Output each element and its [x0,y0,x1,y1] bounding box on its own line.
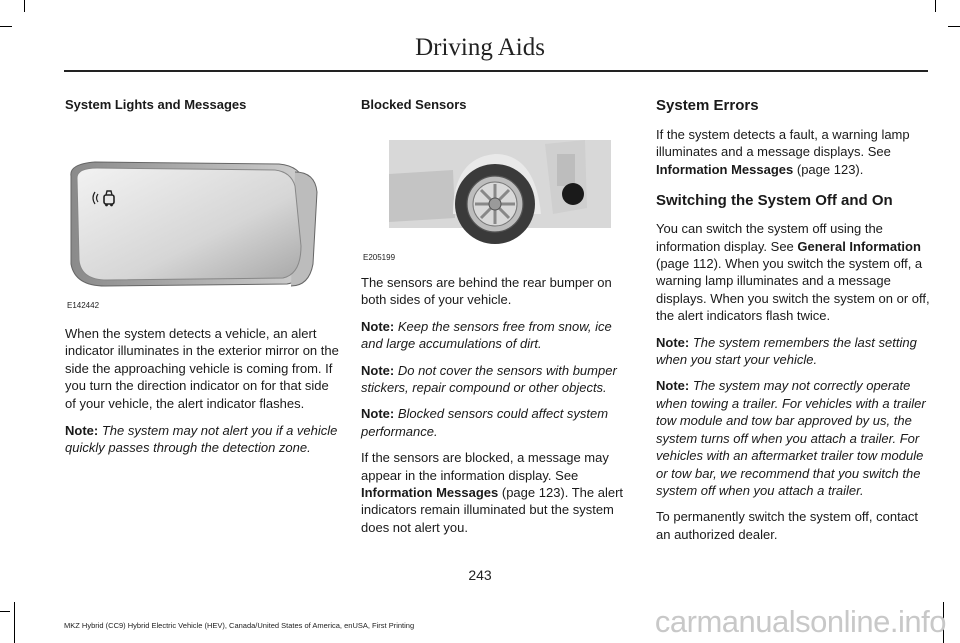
note-paragraph [656,377,930,499]
mirror-illustration [65,114,339,318]
watermark: carmanualsonline.info [654,604,946,639]
note-text: Blocked sensors could affect system performance. [361,406,609,439]
crop-mark [14,602,15,643]
note-paragraph [656,334,930,369]
crop-mark [0,26,12,27]
note-text: The system may not correctly operate when towing a trailer. For vehicles with a trailer tow module and tow bar approved by us, the system turns off when you attach a trailer. For vehicles with an aftermarket trailer tow module or tow bar, we recommend that you switch the system off when you attach a trailer. [656,378,926,498]
text-run: (page 112). When you switch the system off, a warning lamp illuminates and a message displays. When you switch the system on or off, the alert indicators flash twice. [656,256,930,324]
note-paragraph [361,318,635,353]
text-run: If the system detects a fault, a warning lamp illuminates and a message displays. See [656,127,910,160]
note-label: Note: [65,423,99,439]
body-paragraph: To permanently switch the system off, contact an authorized dealer. [656,509,919,542]
note-label: Note: [656,334,690,350]
cross-reference-link[interactable]: Information Messages [656,161,794,177]
note-label: Note: [361,318,395,334]
text-run: (page 123). [793,161,864,177]
note-paragraph [361,405,635,440]
figure-code: E142442 [67,301,100,310]
note-text: The system remembers the last setting when you start your vehicle. [656,334,917,368]
column-middle [361,96,635,536]
note-text: Keep the sensors free from snow, ice and large accumulations of dirt. [361,318,612,352]
body-paragraph [361,449,635,536]
text-run: If the sensors are blocked, a message may appear in the information display. See [361,450,609,483]
body-paragraph: The sensors are behind the rear bumper on both sides of your vehicle. [361,275,612,308]
crop-mark [24,0,25,12]
cross-reference-link[interactable]: General Information [797,238,921,254]
cross-reference-link[interactable]: Information Messages [361,485,499,501]
page-title: Driving Aids [415,34,545,61]
rear-wheel-bumper-illustration [361,114,635,260]
crop-mark [948,26,960,27]
page-number: 243 [468,567,492,583]
section-heading: System Lights and Messages [65,97,247,112]
mirror-figure [65,114,339,318]
crop-mark [935,0,936,12]
section-heading: Switching the System Off and On [656,192,893,210]
note-label: Note: [656,378,690,394]
note-paragraph [65,422,339,457]
header-divider [64,70,928,72]
section-heading: Blocked Sensors [361,97,467,112]
column-left [65,96,339,457]
column-right [656,96,930,543]
body-paragraph [656,220,930,324]
note-label: Note: [361,362,395,378]
note-paragraph [361,362,635,397]
note-text: The system may not alert you if a vehicle quickly passes through the detection zone. [65,423,338,456]
figure-code: E205199 [363,253,396,262]
body-paragraph [656,126,930,178]
body-paragraph: When the system detects a vehicle, an alert indicator illuminates in the exterior mirror on the side the approaching vehicle is coming from. If you turn the direction indicator on for that side of your vehicle, the alert indicator flashes. [65,326,339,411]
sensor-location-marker [562,183,584,205]
footer-text: MKZ Hybrid (CC9) Hybrid Electric Vehicle (HEV), Canada/United States of America, enUSA, First Printing [64,621,415,630]
text-run: You can switch the system off using the information display. See [656,221,883,254]
text-run: (page 123). The alert indicators remain illuminated but the system does not alert you. [361,485,624,535]
section-heading: System Errors [656,97,759,114]
crop-mark [0,611,10,612]
note-label: Note: [361,406,395,422]
note-text: Do not cover the sensors with bumper stickers, repair compound or other objects. [361,362,617,396]
bumper-figure [361,114,635,260]
